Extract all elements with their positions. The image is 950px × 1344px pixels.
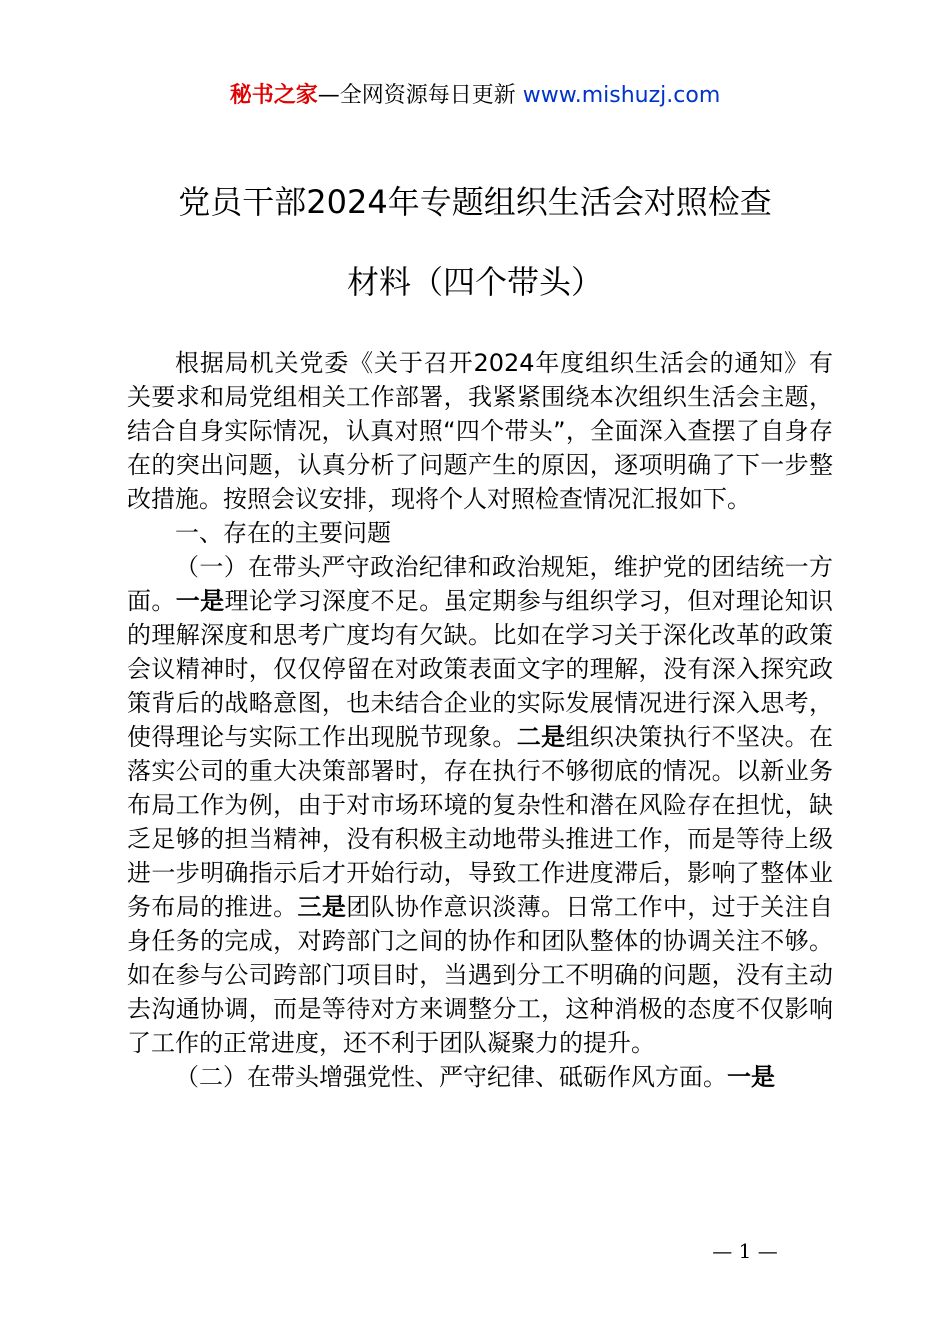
subsection-2-point-1-lead: 一是 [727, 1063, 775, 1091]
title-line-1: 党员干部2024年专题组织生活会对照检查 [178, 183, 772, 221]
site-url-link[interactable]: www.mishuzj.com [522, 83, 721, 108]
document-body [127, 346, 833, 1094]
section-heading: 一、存在的主要问题 [175, 519, 391, 547]
point-1-text: 理论学习深度不足。虽定期参与组织学习，但对理论知识的理解深度和思考广度均有欠缺。比如在学习关于深化改革的政策会议精神时，仅仅停留在对政策表面文字的理解，没有深入探究政策背后的战略意图，也未结合企业的实际发展情况进行深入思考，使得理论与实际工作出现脱节现象。 [127, 587, 834, 751]
brand-name: 秘书之家 [229, 83, 318, 108]
point-2-lead: 二是 [516, 723, 566, 751]
subsection-1-paragraph [127, 550, 833, 1060]
subsection-2-paragraph [127, 1060, 833, 1094]
subsection-1-heading: （一）在带头严守政治纪律和政治规矩，维护党的团结统一方面。 [127, 553, 833, 615]
point-3-text: 团队协作意识淡薄。日常工作中，过于关注自身任务的完成，对跨部门之间的协作和团队整体的协调关注不够。如在参与公司跨部门项目时，当遇到分工不明确的问题，没有主动去沟通协调，而是等待对方来调整分工，这种消极的态度不仅影响了工作的正常进度，还不利于团队凝聚力的提升。 [127, 893, 834, 1057]
point-3-lead: 三是 [297, 893, 347, 921]
subsection-2-heading: （二）在带头增强党性、严守纪律、砥砺作风方面。 [175, 1063, 727, 1091]
banner-tagline: —全网资源每日更新 [317, 83, 516, 108]
title-line-2: 材料（四个带头） [346, 263, 603, 301]
page-number: — 1 — [712, 1239, 778, 1263]
point-2-text: 组织决策执行不坚决。在落实公司的重大决策部署时，存在执行不够彻底的情况。以新业务布局工作为例，由于对市场环境的复杂性和潜在风险存在担忧，缺乏足够的担当精神，没有积极主动地带头推进工作，而是等待上级进一步明确指示后才开始行动，导致工作进度滞后，影响了整体业务布局的推进。 [127, 723, 834, 921]
point-1-lead: 一是 [175, 587, 225, 615]
intro-paragraph: 根据局机关党委《关于召开2024年度组织生活会的通知》有关要求和局党组相关工作部署，我紧紧围绕本次组织生活会主题，结合自身实际情况，认真对照“四个带头”，全面深入查摆了自身存在的突出问题，认真分析了问题产生的原因，逐项明确了下一步整改措施。按照会议安排，现将个人对照检查情况汇报如下。 [127, 349, 833, 513]
site-banner [0, 80, 950, 112]
document-title [100, 162, 850, 322]
